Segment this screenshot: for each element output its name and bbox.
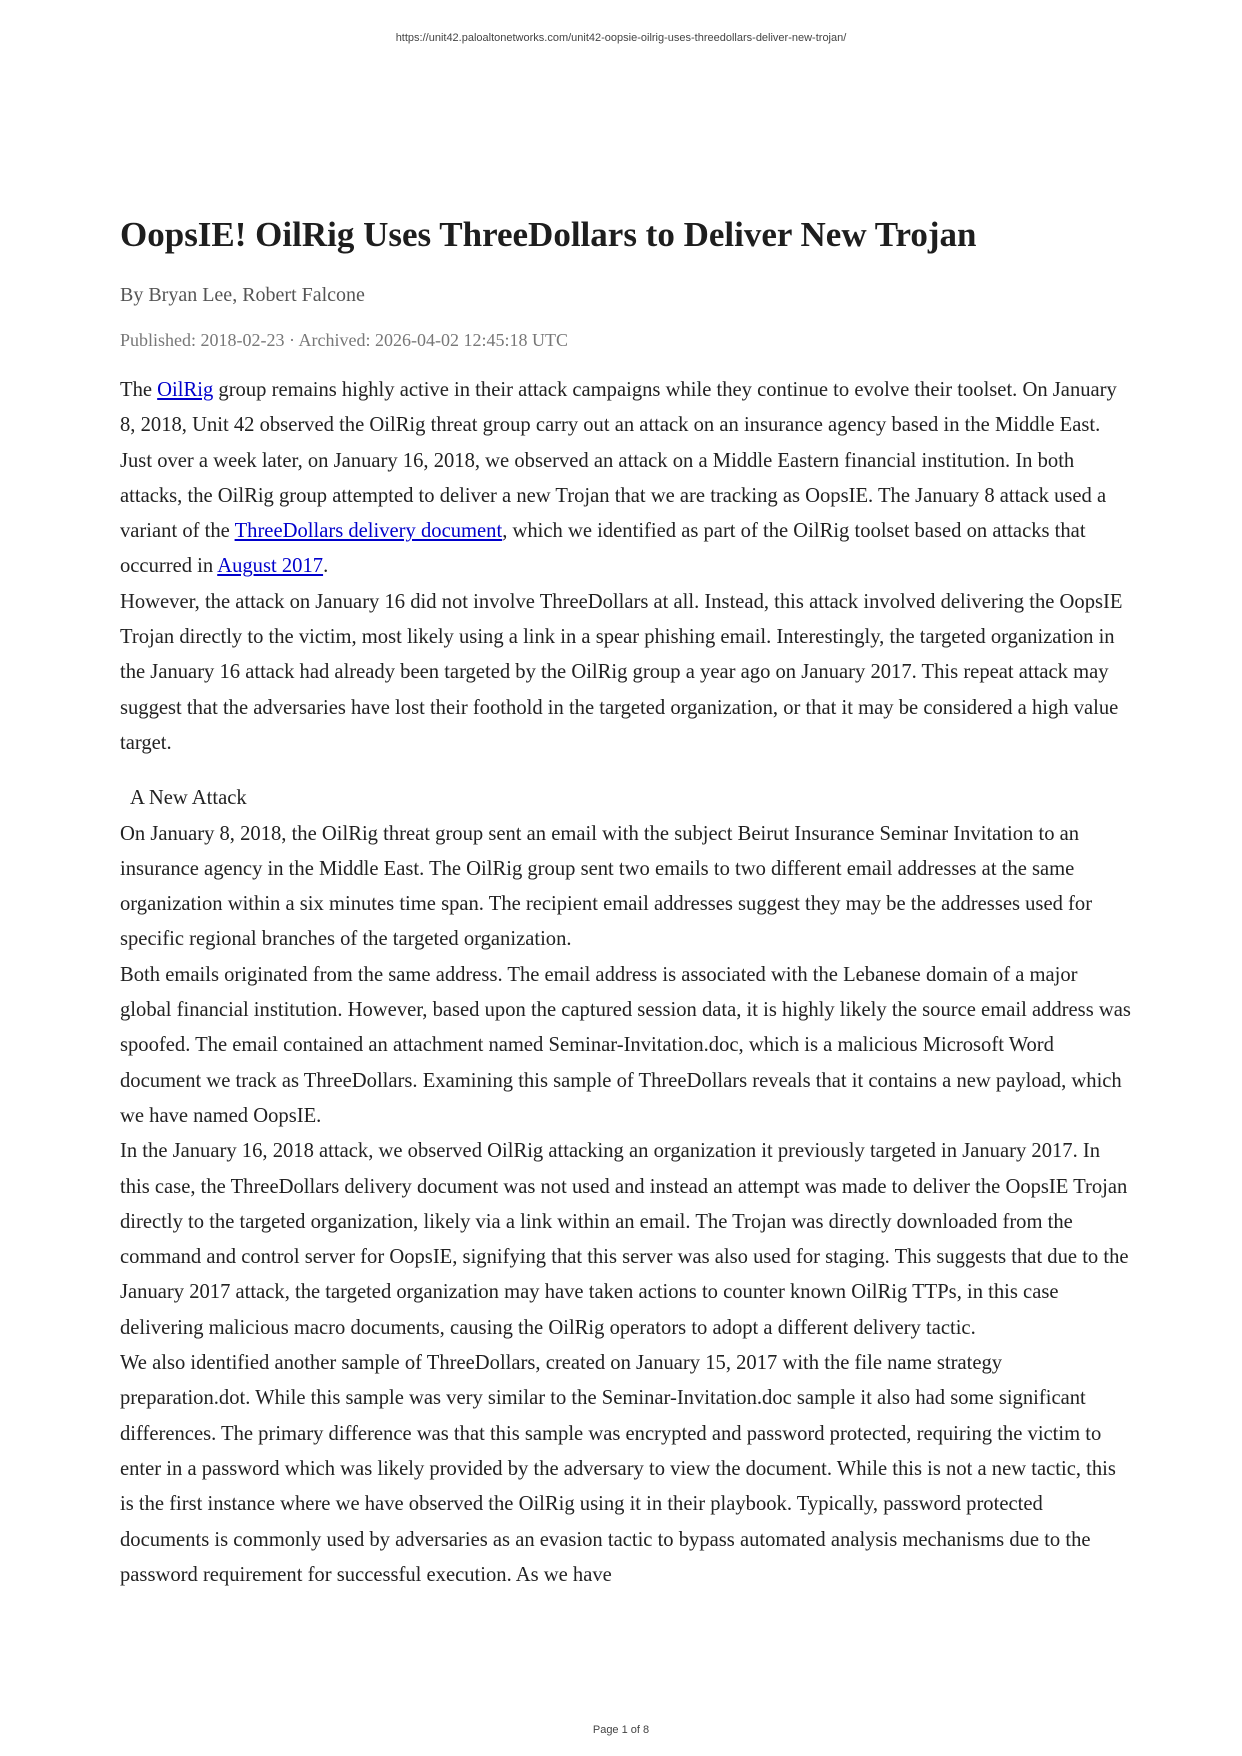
page-number: Page 1 of 8 [592,1724,650,1736]
article [120,212,1132,1593]
page-url: https://unit42.paloaltonetworks.com/unit42-oopsie-oilrig-uses-threedollars-deliver-new-trojan/ [395,32,847,44]
august-2017-link[interactable]: August 2017 [217,555,324,578]
oilrig-link[interactable]: OilRig [157,379,214,401]
byline: By Bryan Lee, Robert Falcone [120,284,365,306]
paragraph: Both emails originated from the same address. The email address is associated with the Lebanese domain of a major global financial institution. However, based upon the captured session data, it is highly likely the source email address was spoofed. The email contained an attachment named Seminar-Invitation.doc, which is a malicious Microsoft Word document we track as ThreeDollars. Examining this sample of ThreeDollars reveals that it contains a new payload, which we have named OopsIE. [120,963,1131,1127]
article-title: OopsIE! OilRig Uses ThreeDollars to Deliver New Trojan [120,215,977,254]
text: , which we identified as part of the OilRig toolset based on attacks that occurred in [120,520,1086,578]
paragraph: However, the attack on January 16 did not involve ThreeDollars at all. Instead, this attack involved delivering the OopsIE Trojan directly to the victim, most likely using a link in a spear phishing email. Interestingly, the targeted organization in the January 16 attack had already been targeted by the OilRig group a year ago on January 2017. This repeat attack may suggest that the adversaries have lost their foothold in the targeted organization, or that it may be considered a high value target. [120,590,1123,754]
paragraph [120,373,1132,585]
paragraph: On January 8, 2018, the OilRig threat group sent an email with the subject Beirut Insurance Seminar Invitation to an insurance agency in the Middle East. The OilRig group sent two emails to two different email addresses at the same organization within a six minutes time span. The recipient email addresses suggest they may be the addresses used for specific regional branches of the targeted organization. [120,822,1093,951]
text: . [323,555,329,578]
threedollars-link[interactable]: ThreeDollars delivery document [234,520,503,543]
text: group remains highly active in their attack campaigns while they continue to evolve their toolset. On January 8, 2018, Unit 42 observed the OilRig threat group carry out an attack on an insurance agency based in the Middle East. Just over a week later, on January 16, 2018, we observed an attack on a Middle Eastern financial institution. In both attacks, the OilRig group attempted to deliver a new Trojan that we are tracking as OopsIE. The January 8 attack used a variant of the [120,379,1117,543]
paragraph: In the January 16, 2018 attack, we observed OilRig attacking an organization it previously targeted in January 2017. In this case, the ThreeDollars delivery document was not used and instead an attempt was made to deliver the OopsIE Trojan directly to the targeted organization, likely via a link within an email. The Trojan was directly downloaded from the command and control server for OopsIE, signifying that this server was also used for staging. This suggests that due to the January 2017 attack, the targeted organization may have taken actions to counter known OilRig TTPs, in this case delivering malicious macro documents, causing the OilRig operators to adopt a different delivery tactic. [120,1140,1129,1339]
publish-meta: Published: 2018-02-23 · Archived: 2026-04-02 12:45:18 UTC [120,330,568,350]
text: The [120,379,158,401]
section-heading: A New Attack [130,787,247,810]
article-body [120,373,1132,1593]
paragraph: We also identified another sample of ThreeDollars, created on January 15, 2017 with the file name strategy preparation.dot. While this sample was very similar to the Seminar-Invitation.doc sample it also had some significant differences. The primary difference was that this sample was encrypted and password protected, requiring the victim to enter in a password which was likely provided by the adversary to view the document. While this is not a new tactic, this is the first instance where we have observed the OilRig using it in their playbook. Typically, password protected documents is commonly used by adversaries as an evasion tactic to bypass automated analysis mechanisms due to the password requirement for successful execution. As we have [120,1352,1116,1586]
